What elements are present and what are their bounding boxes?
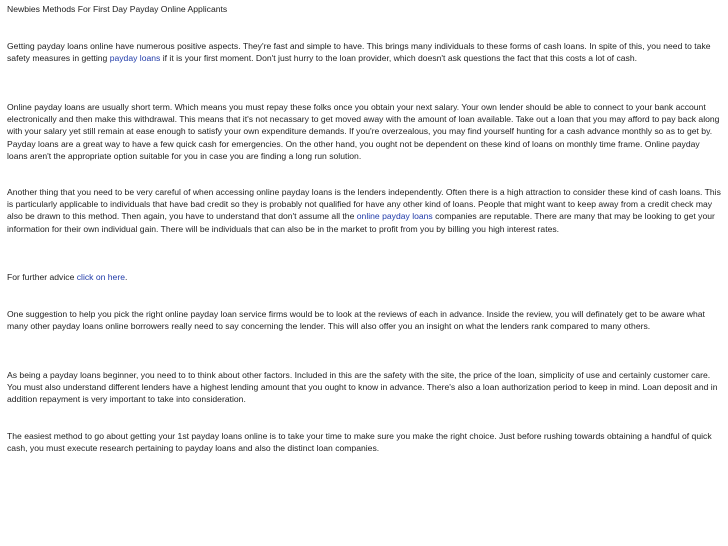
paragraph-1-text-a: Getting payday loans online have numerous positive aspects. They're fast and simple to have. This brings many individuals to these forms of cash loans. In spite of this, you need to take safety measures in getting bbox=[7, 41, 711, 64]
document-page bbox=[7, 3, 721, 454]
paragraph-4-text-b: . bbox=[124, 272, 128, 282]
payday-loans-link[interactable]: payday loans bbox=[109, 53, 161, 64]
paragraph-2: Online payday loans are usually short term. Which means you must repay these folks once you obtain your next salary. Your own lender should be able to connect to your bank account electronically and then make this withdrawal. This means that it's not necassary to get moved away with the amount of loan available. Take out a loan that you may afford to pay back along with your salary yet still remain at ease enough to satisfy your own expenditure demands. If you're overzealous, you may find yourself hunting for a cash advance monthly so as to get by. Payday loans are a great way to have a few quick cash for emergencies. On the other hand, you ought not be dependent on these kind of loans on monthly time frame. Online payday loans aren't the appropriate option suitable for you in case you are finding a long run solution. bbox=[7, 102, 720, 161]
paragraph-1 bbox=[7, 40, 721, 64]
click-here-link[interactable]: click on here bbox=[76, 272, 125, 282]
paragraph-3-text-b: companies are reputable. There are many that may be looking to get your information for their own individual gain. There will be individuals that can also be in the market to profit from you by billing you high interest rates. bbox=[7, 211, 715, 234]
online-payday-loans-link[interactable]: online payday loans bbox=[356, 211, 433, 222]
paragraph-4 bbox=[7, 271, 721, 283]
paragraph-3 bbox=[7, 186, 721, 235]
paragraph-6: As being a payday loans beginner, you need to to think about other factors. Included in this are the safety with the site, the price of the loan, simplicity of use and certainly customer care. You must also understand different lenders have a highest lending amount that you ought to know in advance. There's also a loan authorization period to keep in mind. Loan deposit and in addition repayment is very important to take into consideration. bbox=[7, 370, 718, 405]
paragraph-3-text-a: Another thing that you need to be very careful of when accessing online payday loans is the lenders independently. Often there is a high attraction to consider these kind of cash loans. This is particularly applicable to individuals that have bad credit so they is probably not qualified for have any other kind of loans. People that might want to keep away from a credit check may also be drawn to this method. Then again, you have to understand that don't assume all the bbox=[7, 187, 721, 222]
document-title: Newbies Methods For First Day Payday Online Applicants bbox=[7, 4, 228, 14]
paragraph-1-text-b: if it is your first moment. Don't just hurry to the loan provider, which doesn't ask questions the fact that this costs a lot of cash. bbox=[160, 53, 637, 64]
paragraph-4-text-a: For further advice bbox=[7, 272, 77, 282]
paragraph-7: The easiest method to go about getting your 1st payday loans online is to take your time to make sure you make the right choice. Just before rushing towards obtaining a handful of quick cash, you must execute research pertaining to payday loans and also the distinct loan companies. bbox=[7, 431, 712, 454]
paragraph-5: One suggestion to help you pick the right online payday loan service firms would be to look at the reviews of each in advance. Inside the review, you will definately get to be aware what many other payday loans online borrowers really need to say concerning the lender. This will also offer you an insight on what the lenders rank compared to many others. bbox=[7, 309, 705, 332]
